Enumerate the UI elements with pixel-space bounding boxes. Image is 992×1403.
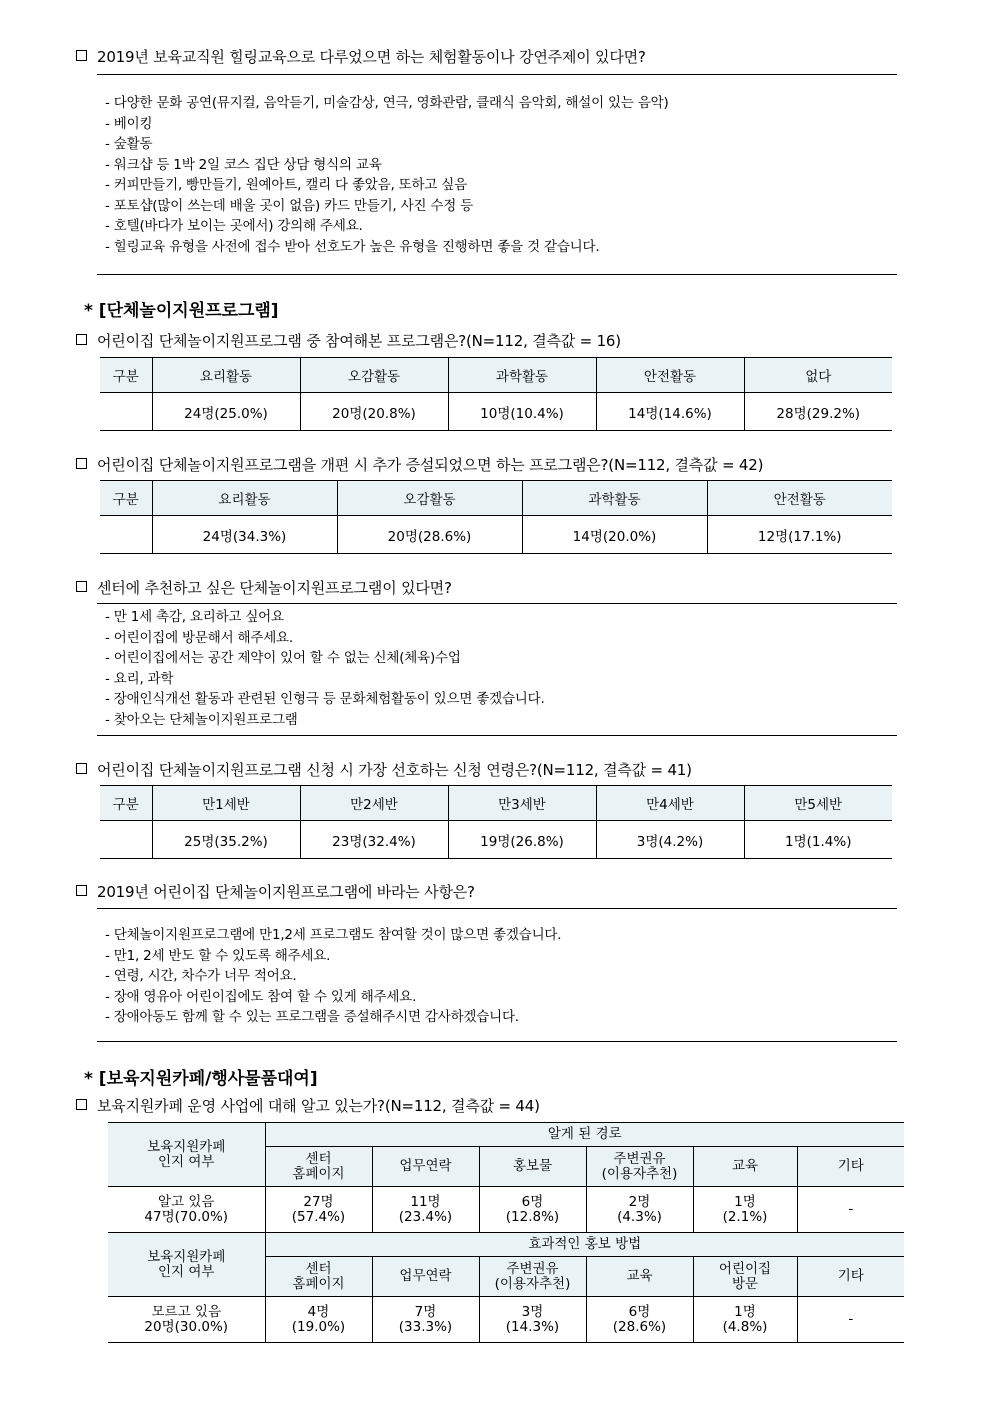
list-item: - 베이킹 bbox=[105, 114, 669, 135]
section-heading: * [보육지원카페/행사물품대여] bbox=[84, 1069, 318, 1089]
question-title: 어린이집 단체놀이지원프로그램 신청 시 가장 선호하는 신청 연령은?(N=112, 결측값 = 41) bbox=[97, 761, 692, 779]
table-row bbox=[100, 393, 892, 431]
table-cell bbox=[372, 1297, 479, 1343]
question-heading bbox=[76, 454, 763, 475]
table-header-cell bbox=[372, 1257, 479, 1297]
question-title: 어린이집 단체놀이지원프로그램을 개편 시 추가 증설되었으면 하는 프로그램은?(N=112, 결측값 = 42) bbox=[97, 456, 764, 474]
table-cell: 24명(25.0%) bbox=[152, 393, 300, 431]
header-text: 업무연락 bbox=[399, 1268, 452, 1284]
header-text: 어린이집 bbox=[718, 1260, 772, 1277]
table-header-cell: 없다 bbox=[744, 358, 892, 393]
checkbox-icon bbox=[76, 458, 87, 469]
table-header-row bbox=[100, 481, 892, 516]
header-text: 인지 여부 bbox=[158, 1153, 215, 1170]
table-cell: 25명(35.2%) bbox=[152, 821, 300, 859]
header-text: 홈페이지 bbox=[292, 1165, 345, 1182]
divider bbox=[97, 74, 897, 75]
checkbox-icon bbox=[76, 763, 87, 774]
question-heading bbox=[76, 330, 621, 351]
table-cell: 23명(32.4%) bbox=[300, 821, 448, 859]
cell-text: 알고 있음 bbox=[158, 1193, 215, 1210]
table-cell bbox=[586, 1187, 693, 1233]
table-cell bbox=[797, 1187, 904, 1233]
table-header-cell bbox=[693, 1257, 797, 1297]
data-table bbox=[100, 357, 892, 431]
cell-text: - bbox=[848, 1201, 854, 1217]
header-text: 기타 bbox=[837, 1158, 864, 1174]
table-cell: 20명(28.6%) bbox=[337, 516, 522, 554]
table-header-cell bbox=[372, 1147, 479, 1187]
cell-text: 11명 bbox=[410, 1193, 441, 1210]
header-text: (이용자추천) bbox=[601, 1165, 678, 1182]
cell-text: (28.6%) bbox=[612, 1318, 667, 1335]
table-cell bbox=[693, 1297, 797, 1343]
header-text: 방문 bbox=[731, 1275, 759, 1292]
table-header-cell bbox=[693, 1147, 797, 1187]
divider bbox=[97, 603, 897, 604]
answer-list bbox=[105, 607, 545, 730]
table-cell: 14명(20.0%) bbox=[522, 516, 707, 554]
header-text: 교육 bbox=[731, 1158, 759, 1174]
table-header-cell: 만2세반 bbox=[300, 786, 448, 821]
header-text: 기타 bbox=[837, 1268, 864, 1284]
header-text: 홍보물 bbox=[512, 1158, 553, 1174]
checkbox-icon bbox=[76, 581, 87, 592]
table-header-cell bbox=[586, 1147, 693, 1187]
header-text: (이용자추천) bbox=[494, 1275, 571, 1292]
table-header-cell: 구분 bbox=[100, 358, 152, 393]
cell-text: 4명 bbox=[307, 1303, 330, 1320]
checkbox-icon bbox=[76, 885, 87, 896]
cell-text: (19.0%) bbox=[291, 1318, 346, 1335]
table-cell bbox=[265, 1187, 372, 1233]
divider bbox=[97, 908, 897, 909]
table-header-cell bbox=[586, 1257, 693, 1297]
cell-text: (12.8%) bbox=[505, 1208, 560, 1225]
table-group-header: 효과적인 홍보 방법 bbox=[265, 1233, 904, 1257]
table-header-cell bbox=[265, 1257, 372, 1297]
list-item: - 장애인식개선 활동과 관련된 인형극 등 문화체험활동이 있으면 좋겠습니다. bbox=[105, 689, 545, 710]
header-text: 홈페이지 bbox=[292, 1275, 345, 1292]
divider bbox=[97, 274, 897, 275]
header-text: 센터 bbox=[305, 1150, 332, 1167]
table-header-cell: 안전활동 bbox=[707, 481, 892, 516]
table-header-cell: 안전활동 bbox=[596, 358, 744, 393]
table-header-cell: 만1세반 bbox=[152, 786, 300, 821]
list-item: - 워크샵 등 1박 2일 코스 집단 상담 형식의 교육 bbox=[105, 155, 669, 176]
table-cell bbox=[693, 1187, 797, 1233]
cell-text: (4.3%) bbox=[617, 1208, 662, 1225]
answer-list bbox=[105, 93, 669, 257]
list-item: - 어린이집에서는 공간 제약이 있어 할 수 없는 신체(체육)수업 bbox=[105, 648, 545, 669]
cell-text: 7명 bbox=[414, 1303, 437, 1320]
list-item: - 힐링교육 유형을 사전에 접수 받아 선호도가 높은 유형을 진행하면 좋을 것 같습니다. bbox=[105, 237, 669, 258]
table-cell bbox=[100, 393, 152, 431]
table-cell: 3명(4.2%) bbox=[596, 821, 744, 859]
table-header-cell: 만4세반 bbox=[596, 786, 744, 821]
table-header-row bbox=[108, 1233, 904, 1257]
table-header-cell: 요리활동 bbox=[152, 358, 300, 393]
checkbox-icon bbox=[76, 50, 87, 61]
question-title: 어린이집 단체놀이지원프로그램 중 참여해본 프로그램은?(N=112, 결측값 = 16) bbox=[97, 332, 621, 350]
list-item: - 포토샵(많이 쓰는데 배울 곳이 없음) 카드 만들기, 사진 수정 등 bbox=[105, 196, 669, 217]
list-item: - 장애 영유아 어린이집에도 참여 할 수 있게 해주세요. bbox=[105, 987, 561, 1008]
table-header-cell: 오감활동 bbox=[300, 358, 448, 393]
question-title: 2019년 보육교직원 힐링교육으로 다루었으면 하는 체험활동이나 강연주제이 있다면? bbox=[97, 48, 646, 66]
table-row-label bbox=[108, 1297, 265, 1343]
cell-text: (23.4%) bbox=[398, 1208, 453, 1225]
list-item: - 어린이집에 방문해서 해주세요. bbox=[105, 628, 545, 649]
table-header-cell: 과학활동 bbox=[522, 481, 707, 516]
table-header-cell: 요리활동 bbox=[152, 481, 337, 516]
table-cell: 10명(10.4%) bbox=[448, 393, 596, 431]
table-row bbox=[100, 516, 892, 554]
cell-text: 3명 bbox=[521, 1303, 544, 1320]
list-item: - 만1, 2세 반도 할 수 있도록 해주세요. bbox=[105, 946, 561, 967]
table-cell bbox=[100, 821, 152, 859]
cell-text: 6명 bbox=[521, 1193, 544, 1210]
header-text: 보육지원카페 bbox=[147, 1248, 226, 1265]
data-table bbox=[100, 785, 892, 859]
list-item: - 요리, 과학 bbox=[105, 669, 545, 690]
question-heading bbox=[76, 759, 692, 780]
cell-text: - bbox=[848, 1311, 854, 1327]
table-cell: 20명(20.8%) bbox=[300, 393, 448, 431]
question-heading bbox=[76, 881, 475, 902]
table-cell bbox=[100, 516, 152, 554]
cell-text: 6명 bbox=[628, 1303, 651, 1320]
table-cell: 12명(17.1%) bbox=[707, 516, 892, 554]
divider bbox=[97, 735, 897, 736]
table-cell bbox=[372, 1187, 479, 1233]
table-header-cell: 과학활동 bbox=[448, 358, 596, 393]
data-table bbox=[100, 480, 892, 554]
list-item: - 호텔(바다가 보이는 곳에서) 강의해 주세요. bbox=[105, 216, 669, 237]
cell-text: (2.1%) bbox=[722, 1208, 768, 1225]
table-cell: 19명(26.8%) bbox=[448, 821, 596, 859]
table-row bbox=[108, 1297, 904, 1343]
list-item: - 연령, 시간, 차수가 너무 적어요. bbox=[105, 966, 561, 987]
header-text: 센터 bbox=[305, 1260, 332, 1277]
table-header-cell bbox=[479, 1257, 586, 1297]
cell-text: 모르고 있음 bbox=[151, 1303, 221, 1320]
table-header-cell: 구분 bbox=[100, 481, 152, 516]
cell-text: (33.3%) bbox=[398, 1318, 453, 1335]
question-heading bbox=[76, 577, 452, 598]
header-text: 인지 여부 bbox=[158, 1263, 215, 1280]
table-header-cell bbox=[108, 1123, 265, 1187]
cell-text: (14.3%) bbox=[505, 1318, 560, 1335]
table-cell: 24명(34.3%) bbox=[152, 516, 337, 554]
table-cell bbox=[586, 1297, 693, 1343]
table-cell bbox=[479, 1187, 586, 1233]
table-header-cell: 만3세반 bbox=[448, 786, 596, 821]
list-item: - 단체놀이지원프로그램에 만1,2세 프로그램도 참여할 것이 많으면 좋겠습니다. bbox=[105, 925, 561, 946]
header-text: 주변권유 bbox=[613, 1150, 666, 1167]
list-item: - 찾아오는 단체놀이지원프로그램 bbox=[105, 710, 545, 731]
table-header-cell: 구분 bbox=[100, 786, 152, 821]
table-cell: 28명(29.2%) bbox=[744, 393, 892, 431]
section-heading: * [단체놀이지원프로그램] bbox=[84, 301, 279, 321]
table-group-header: 알게 된 경로 bbox=[265, 1123, 904, 1147]
cell-text: 2명 bbox=[628, 1193, 651, 1210]
header-text: 주변권유 bbox=[506, 1260, 559, 1277]
table-row-label bbox=[108, 1187, 265, 1233]
table-cell bbox=[479, 1297, 586, 1343]
table-header-row bbox=[100, 786, 892, 821]
list-item: - 커피만들기, 빵만들기, 원예아트, 캘리 다 좋았음, 또하고 싶음 bbox=[105, 175, 669, 196]
question-heading bbox=[76, 1095, 540, 1116]
question-title: 보육지원카페 운영 사업에 대해 알고 있는가?(N=112, 결측값 = 44) bbox=[97, 1097, 540, 1115]
cell-text: (4.8%) bbox=[722, 1318, 768, 1335]
table-row bbox=[108, 1187, 904, 1233]
list-item: - 장애아동도 함께 할 수 있는 프로그램을 증설해주시면 감사하겠습니다. bbox=[105, 1007, 561, 1028]
table-header-cell bbox=[265, 1147, 372, 1187]
question-heading bbox=[76, 46, 646, 67]
table-cell bbox=[265, 1297, 372, 1343]
table-header-cell: 만5세반 bbox=[744, 786, 892, 821]
checkbox-icon bbox=[76, 334, 87, 345]
awareness-table bbox=[108, 1122, 904, 1343]
cell-text: 20명(30.0%) bbox=[144, 1318, 229, 1335]
divider bbox=[97, 1041, 897, 1042]
table-header-cell bbox=[108, 1233, 265, 1297]
cell-text: 47명(70.0%) bbox=[144, 1208, 229, 1225]
cell-text: 27명 bbox=[303, 1193, 334, 1210]
header-text: 업무연락 bbox=[399, 1158, 452, 1174]
table-row bbox=[100, 821, 892, 859]
table-cell bbox=[797, 1297, 904, 1343]
question-title: 2019년 어린이집 단체놀이지원프로그램에 바라는 사항은? bbox=[97, 883, 475, 901]
question-title: 센터에 추천하고 싶은 단체놀이지원프로그램이 있다면? bbox=[97, 579, 452, 597]
table-cell: 14명(14.6%) bbox=[596, 393, 744, 431]
cell-text: (57.4%) bbox=[291, 1208, 346, 1225]
table-header-cell bbox=[797, 1147, 904, 1187]
table-header-cell bbox=[797, 1257, 904, 1297]
cell-text: 1명 bbox=[734, 1193, 756, 1210]
cell-text: 1명 bbox=[734, 1303, 756, 1320]
answer-list bbox=[105, 925, 561, 1028]
table-header-cell: 오감활동 bbox=[337, 481, 522, 516]
list-item: - 다양한 문화 공연(뮤지컬, 음악듣기, 미술감상, 연극, 영화관람, 클래식 음악회, 해설이 있는 음악) bbox=[105, 93, 669, 114]
table-header-cell bbox=[479, 1147, 586, 1187]
list-item: - 숲활동 bbox=[105, 134, 669, 155]
table-header-row bbox=[108, 1123, 904, 1147]
list-item: - 만 1세 촉감, 요리하고 싶어요 bbox=[105, 607, 545, 628]
table-header-row bbox=[100, 358, 892, 393]
table-cell: 1명(1.4%) bbox=[744, 821, 892, 859]
header-text: 교육 bbox=[626, 1268, 653, 1284]
header-text: 보육지원카페 bbox=[147, 1138, 226, 1155]
checkbox-icon bbox=[76, 1099, 87, 1110]
